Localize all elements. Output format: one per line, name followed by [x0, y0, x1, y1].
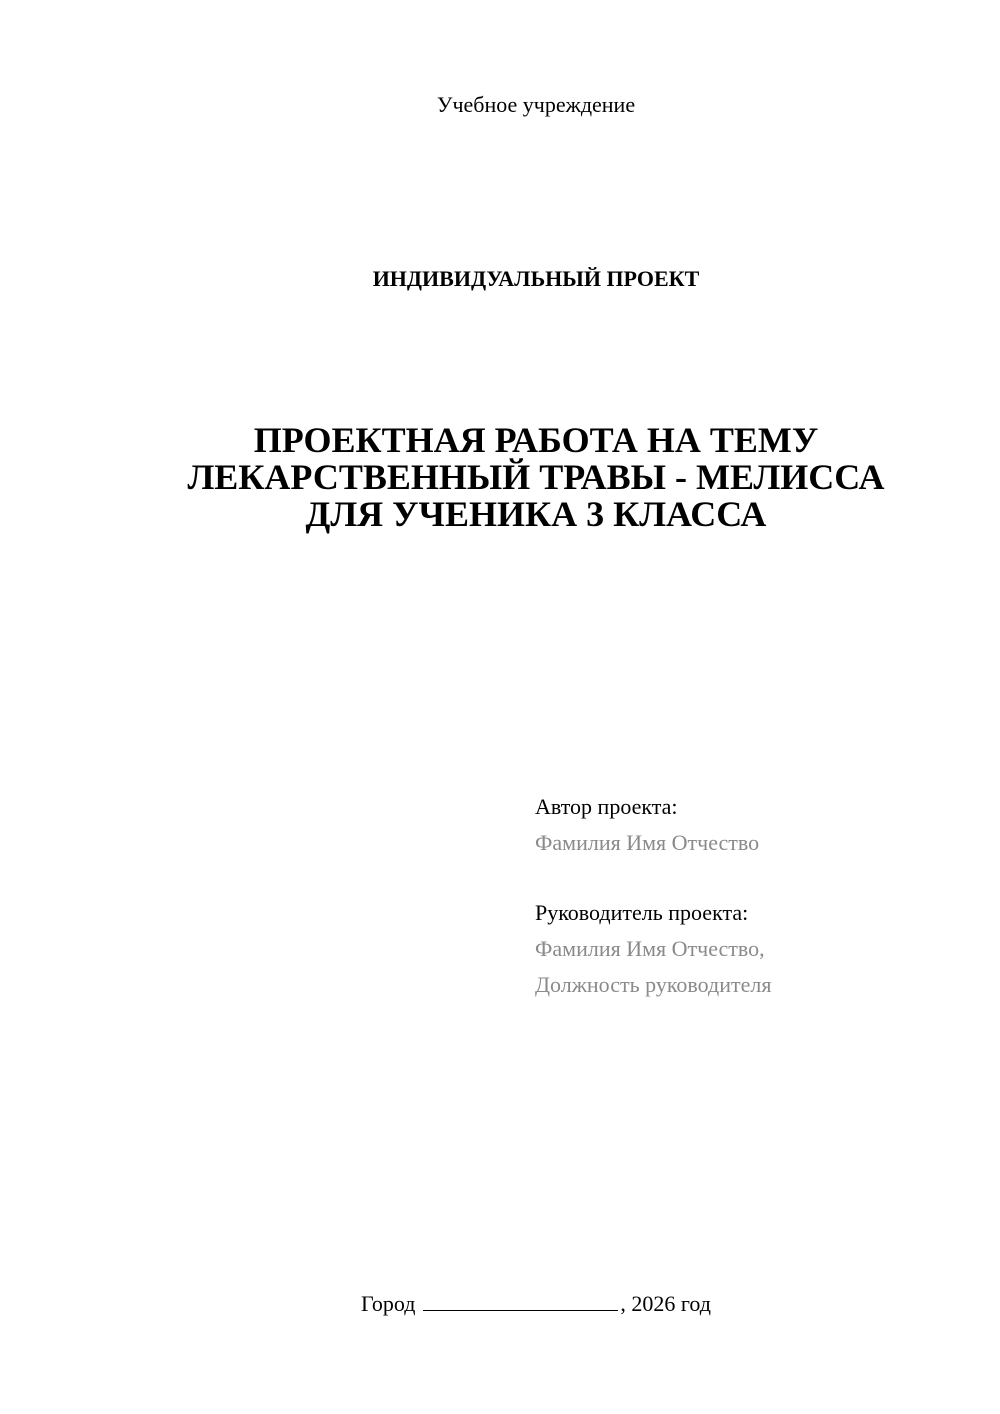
project-title	[0, 422, 1000, 533]
footer-city-year	[0, 1290, 1000, 1317]
project-title-line-1: ПРОЕКТНАЯ РАБОТА НА ТЕМУ	[253, 420, 819, 460]
city-label: Город	[361, 1291, 416, 1316]
project-title-line-3: ДЛЯ УЧЕНИКА 3 КЛАССА	[305, 494, 767, 534]
project-title-line-2: ЛЕКАРСТВЕННЫЙ ТРАВЫ - МЕЛИССА	[187, 457, 885, 497]
city-blank-line	[423, 1290, 618, 1311]
supervisor-name: Фамилия Имя Отчество,	[535, 936, 765, 961]
institution-name: Учебное учреждение	[436, 92, 636, 117]
year-text: , 2026 год	[620, 1291, 711, 1316]
author-name: Фамилия Имя Отчество	[535, 830, 760, 855]
supervisor-label: Руководитель проекта:	[535, 900, 749, 925]
supervisor-position: Должность руководителя	[535, 972, 772, 997]
project-type-heading: ИНДИВИДУАЛЬНЫЙ ПРОЕКТ	[372, 266, 700, 291]
credits-block	[535, 789, 771, 1003]
author-label: Автор проекта:	[535, 794, 678, 819]
